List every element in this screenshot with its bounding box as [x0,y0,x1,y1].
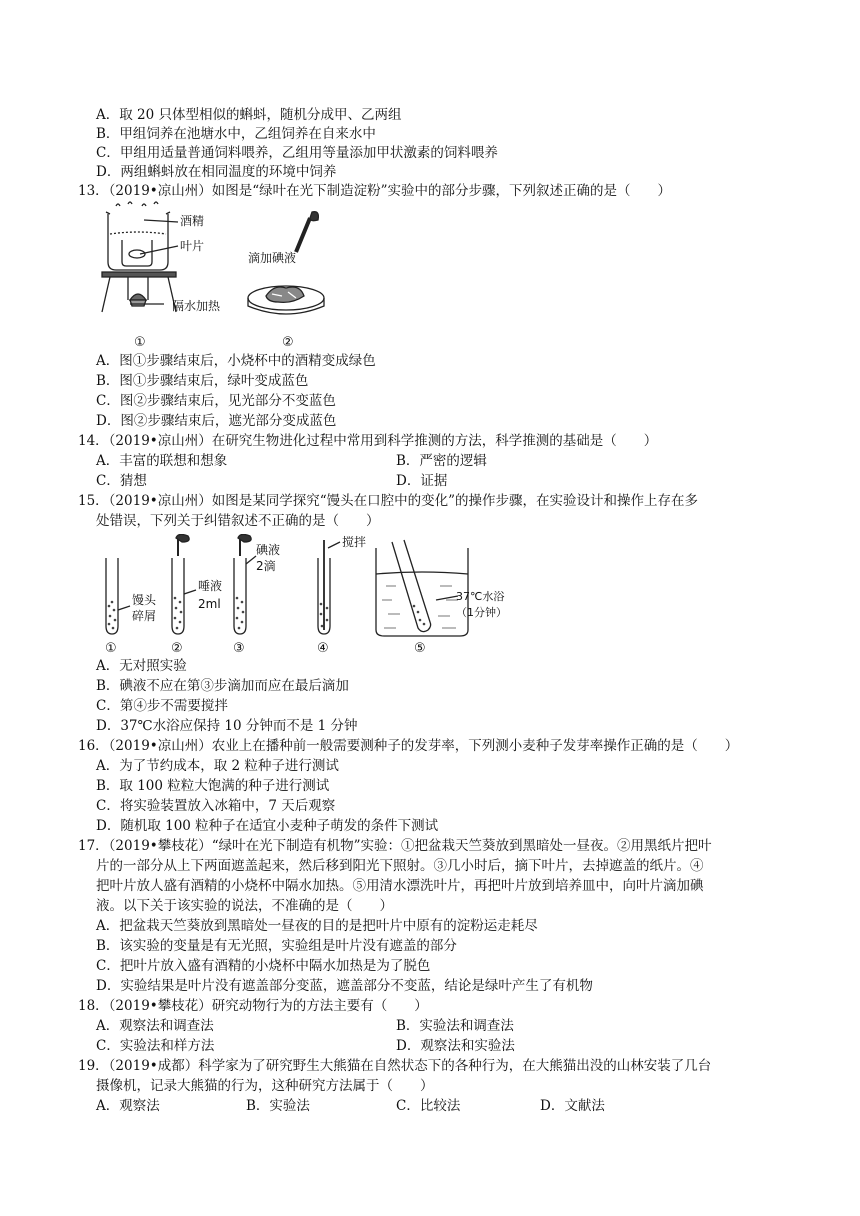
label-step-2: ② [171,641,183,656]
q16-option-c: C．将实验装置放入冰箱中，7 天后观察 [96,798,336,814]
label-water-bath: 隔水加热 [172,299,221,313]
q19-option-c: C．比较法 [396,1098,461,1114]
q17-option-b: B．该实验的变量是有无光照，实验组是叶片没有遮盖的部分 [96,938,457,954]
q19-option-d: D．文献法 [540,1098,605,1114]
q15-option-a: A．无对照实验 [96,658,187,674]
label-step-2: ② [282,335,294,350]
q18-option-d: D．观察法和实验法 [396,1038,515,1054]
q12-option-d: D．两组蝌蚪放在相同温度的环境中饲养 [96,164,337,180]
q15-stem-line2: 处错误，下列关于纠错叙述不正确的是（ ） [96,513,380,529]
q12-option-b: B．甲组饲养在池塘水中，乙组饲养在自来水中 [96,126,376,142]
q14-stem: 14．（2019•凉山州）在研究生物进化过程中常用到科学推测的方法，科学推测的基础是（ ） [78,433,658,449]
q17-stem-line3: 把叶片放人盛有酒精的小烧杯中隔水加热。⑤用清水漂洗叶片，再把叶片放到培养皿中，向叶片滴加碘 [96,878,704,894]
q17-stem-line1: 17．（2019•攀枝花）“绿叶在光下制造有机物”实验：①把盆栽天竺葵放到黑暗处一昼夜。②用黑纸片把叶 [78,838,712,854]
q19-stem-line1: 19．（2019•成都）科学家为了研究野生大熊猫在自然状态下的各种行为，在大熊猫出没的山林安装了几台 [78,1058,712,1074]
label-step-1: ① [105,641,117,656]
q13-option-a: A．图①步骤结束后，小烧杯中的酒精变成绿色 [96,353,376,369]
q15-option-c: C．第④步不需要搅拌 [96,698,228,714]
q18-option-a: A．观察法和调查法 [96,1018,214,1034]
q12-option-c: C．甲组用适量普通饲料喂养，乙组用等量添加甲状激素的饲料喂养 [96,145,498,161]
q18-stem: 18．（2019•攀枝花）研究动物行为的方法主要有（ ） [78,998,428,1014]
q16-stem: 16．（2019•凉山州）农业上在播种前一般需要测种子的发芽率，下列测小麦种子发芽率操作正确的是（ ） [78,738,739,754]
q16-option-b: B．取 100 粒粒大饱满的种子进行测试 [96,778,330,794]
q14-option-d: D．证据 [396,473,448,489]
q17-option-d: D．实验结果是叶片没有遮盖部分变蓝，遮盖部分不变蓝，结论是绿叶产生了有机物 [96,978,593,994]
q13-stem: 13．（2019•凉山州）如图是“绿叶在光下制造淀粉”实验中的部分步骤，下列叙述正确的是（ ） [78,183,672,199]
q16-option-a: A．为了节约成本，取 2 粒种子进行测试 [96,758,339,774]
q17-option-a: A．把盆栽天竺葵放到黑暗处一昼夜的目的是把叶片中原有的淀粉运走耗尽 [96,918,538,934]
q17-stem-line2: 片的一部分从上下两面遮盖起来，然后移到阳光下照射。③几小时后，摘下叶片，去掉遮盖的纸片。④ [96,858,704,874]
q14-option-a: A．丰富的联想和想象 [96,453,228,469]
q12-option-a: A．取 20 只体型相似的蝌蚪，随机分成甲、乙两组 [96,107,402,123]
q15-figure [96,534,516,656]
label-alcohol: 酒精 [180,214,205,228]
label-stir: 搅拌 [342,535,367,549]
q13-figure [96,200,336,350]
q17-option-c: C．把叶片放入盛有酒精的小烧杯中隔水加热是为了脱色 [96,958,431,974]
label-leaf: 叶片 [180,239,205,253]
q18-option-c: C．实验法和样方法 [96,1038,215,1054]
q14-option-b: B．严密的逻辑 [396,453,487,469]
q13-option-d: D．图②步骤结束后，遮光部分变成蓝色 [96,413,337,429]
q19-option-b: B．实验法 [246,1098,310,1114]
q13-option-c: C．图②步骤结束后，见光部分不变蓝色 [96,393,336,409]
label-water-bath-time: （1分钟） [456,606,507,619]
label-iodine-amount: 2滴 [256,559,276,573]
q18-option-b: B．实验法和调查法 [396,1018,514,1034]
water-bath-apparatus-icon [102,202,178,312]
q19-stem-line2: 摄像机，记录大熊猫的行为，这种研究方法属于（ ） [96,1078,434,1094]
label-step-4: ④ [317,641,329,656]
label-iodine-drop: 滴加碘液 [248,251,297,265]
q15-stem-line1: 15．（2019•凉山州）如图是某同学探究“馒头在口腔中的变化”的操作步骤，在实验设计和操作上存在多 [78,493,699,509]
q15-option-d: D．37℃水浴应保持 10 分钟而不是 1 分钟 [96,718,358,734]
q19-option-a: A．观察法 [96,1098,160,1114]
q17-stem-line4: 液。以下关于该实验的说法，不准确的是（ ） [96,898,393,914]
q16-option-d: D．随机取 100 粒种子在适宜小麦种子萌发的条件下测试 [96,818,439,834]
q15-option-b: B．碘液不应在第③步滴加而应在最后滴加 [96,678,349,694]
label-mantou: 馒头 [132,593,157,607]
q14-option-c: C．猜想 [96,473,147,489]
q13-option-b: B．图①步骤结束后，绿叶变成蓝色 [96,373,309,389]
label-saliva: 唾液 [198,579,223,593]
label-water-bath-temp: 37℃水浴 [456,590,505,603]
label-crumbs: 碎屑 [132,609,157,623]
label-saliva-amount: 2ml [198,597,221,611]
label-step-5: ⑤ [414,641,426,656]
label-step-3: ③ [233,641,245,656]
label-step-1: ① [134,335,146,350]
label-iodine: 碘液 [256,543,281,557]
